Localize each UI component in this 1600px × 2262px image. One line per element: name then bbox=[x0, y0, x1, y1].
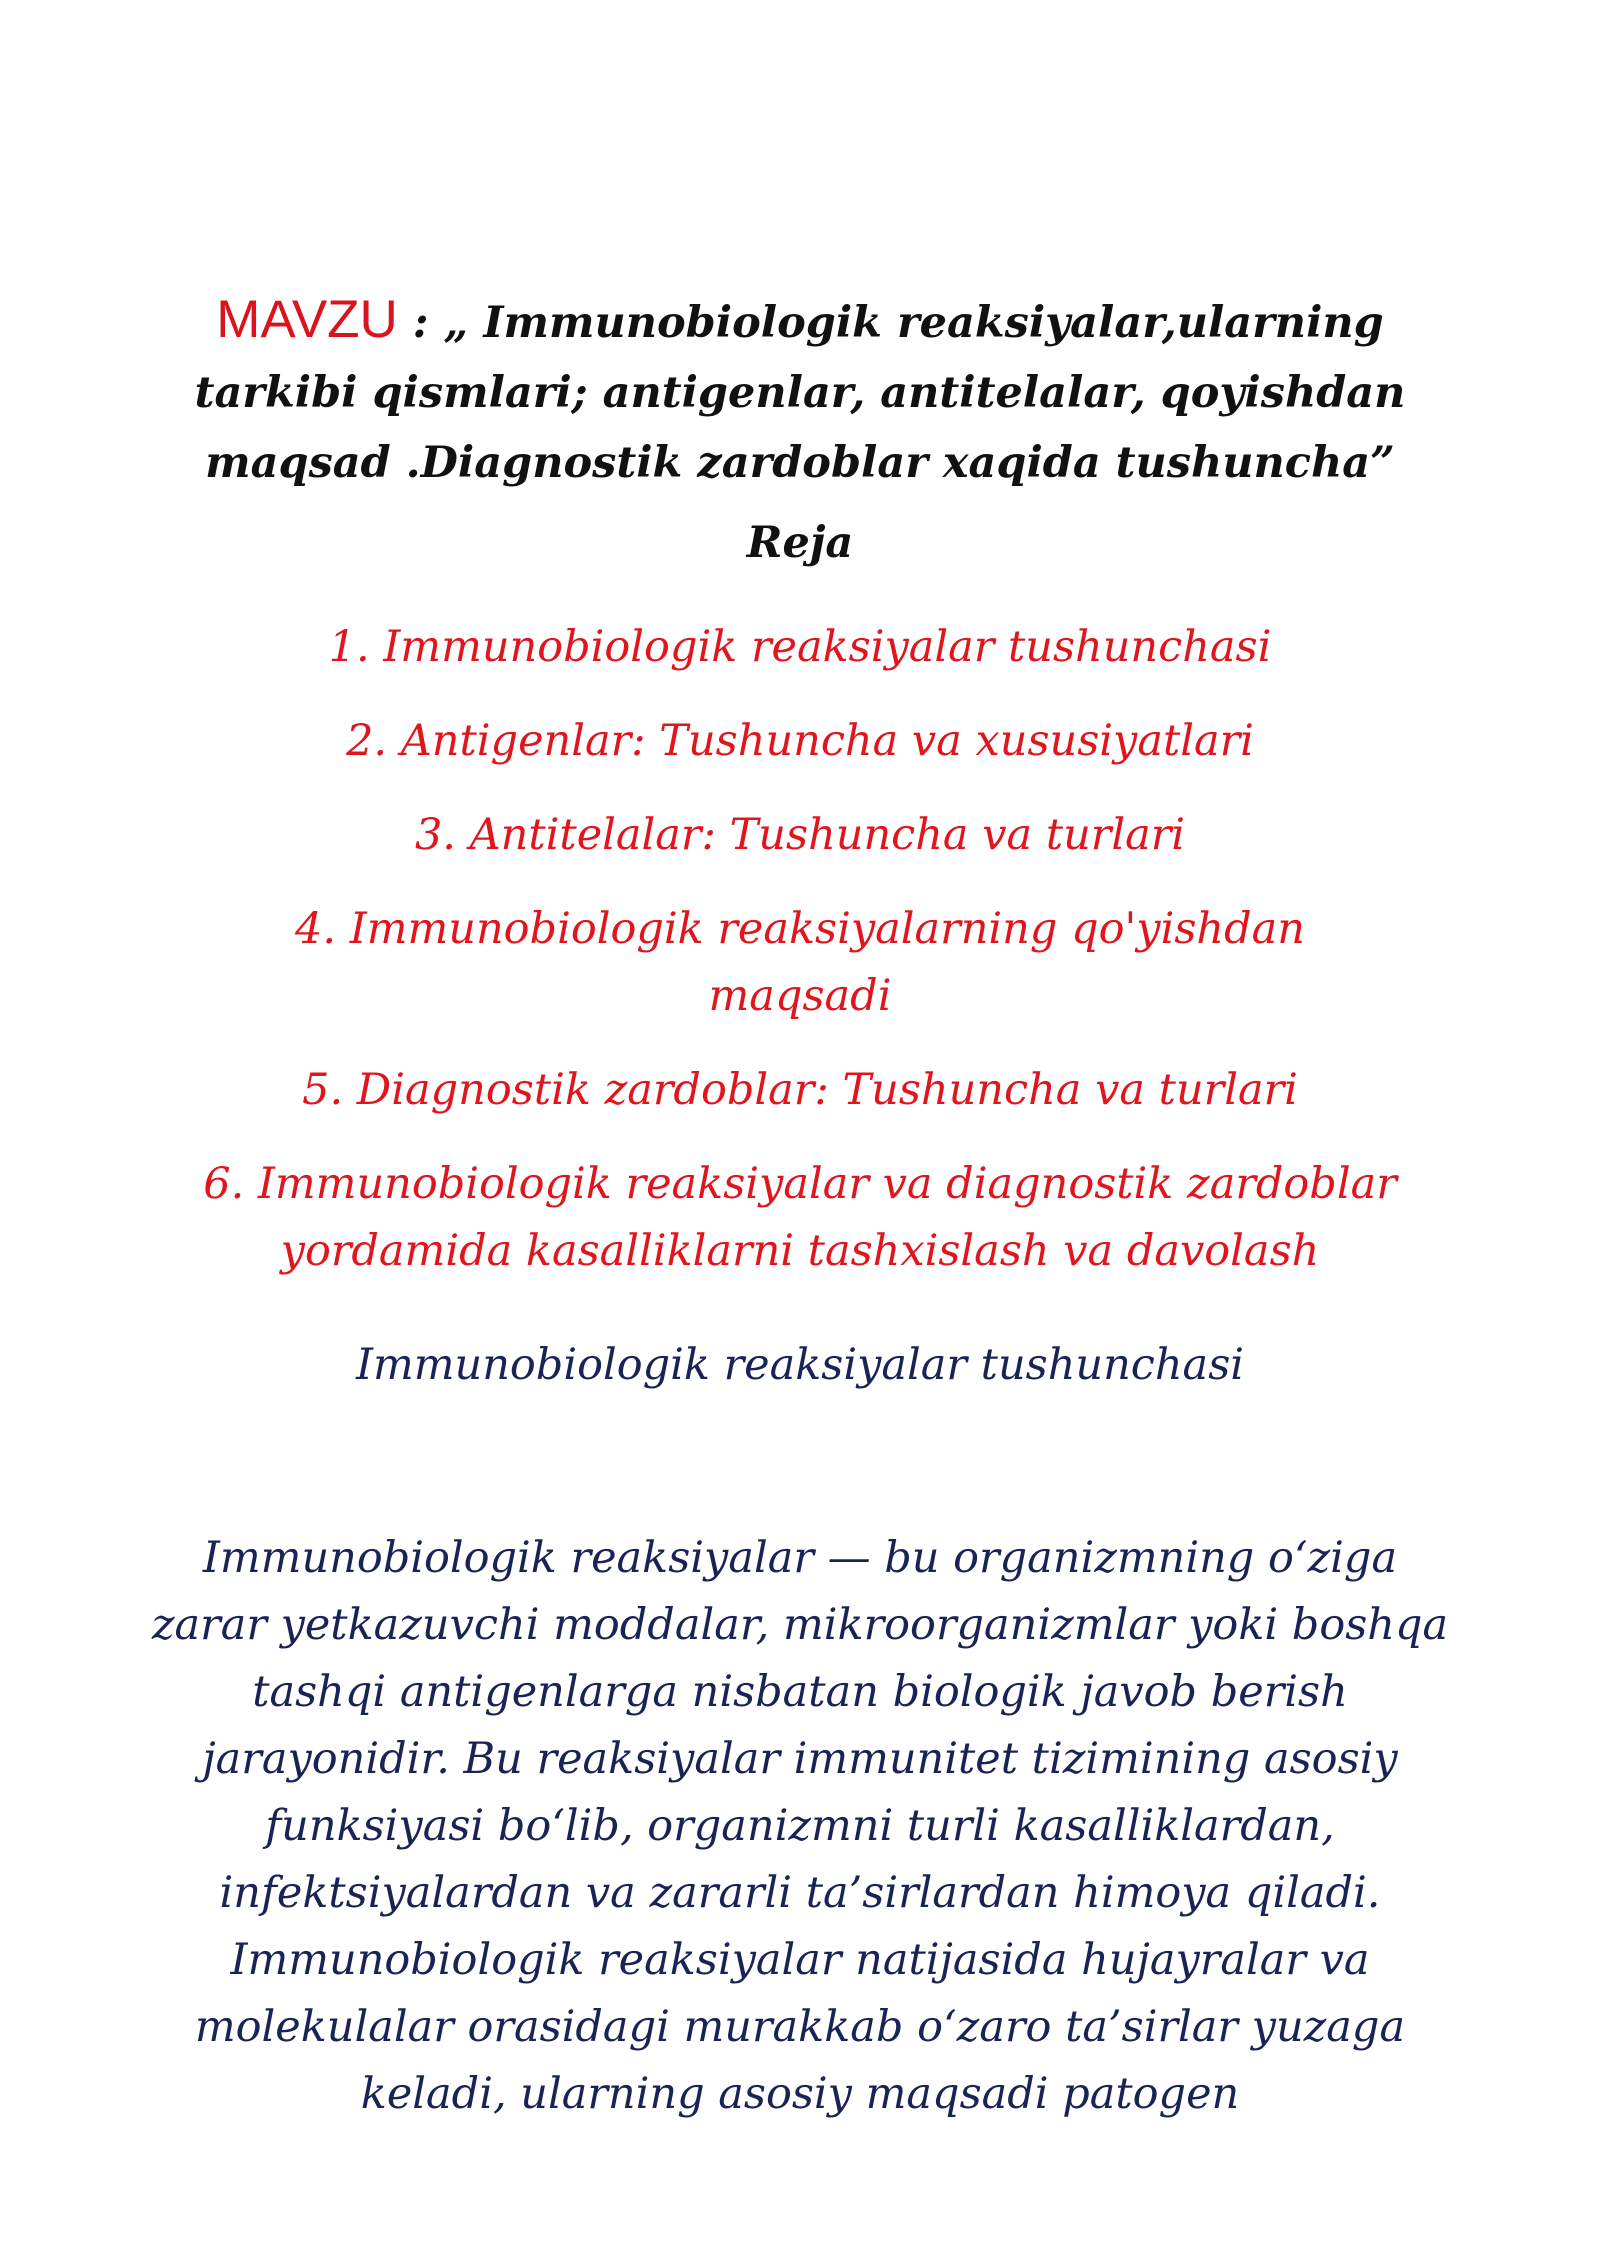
plan-heading: Reja bbox=[746, 518, 854, 568]
plan-item-2: 2. Antigenlar: Tushuncha va xususiyatlari bbox=[346, 716, 1254, 766]
plan-item-4: 4. Immunobiologik reaksiyalarning qo'yishdan maqsadi bbox=[295, 904, 1305, 1021]
plan-item-5: 5. Diagnostik zardoblar: Tushuncha va turlari bbox=[302, 1065, 1298, 1115]
topic-colon: : bbox=[397, 298, 444, 348]
plan-item-6: 6. Immunobiologik reaksiyalar va diagnostik zardoblar yordamida kasalliklarni tashxislash va davolash bbox=[203, 1159, 1397, 1276]
topic-label: MAVZU bbox=[216, 290, 398, 349]
topic-title bbox=[140, 285, 1460, 498]
plan-item-3: 3. Antitelalar: Tushuncha va turlari bbox=[414, 810, 1186, 860]
plan-item-1: 1. Immunobiologik reaksiyalar tushunchasi bbox=[328, 622, 1272, 672]
topic-text: „ Immunobiologik reaksiyalar,ularning tarkibi qismlari; antigenlar, antitelalar, qoyishdan maqsad .Diagnostik zardoblar xaqida tushuncha” bbox=[194, 298, 1406, 488]
section-heading: Immunobiologik reaksiyalar tushunchasi bbox=[355, 1340, 1245, 1390]
plan-list bbox=[200, 614, 1400, 1312]
section-paragraph: Immunobiologik reaksiyalar — bu organizmning o‘ziga zarar yetkazuvchi moddalar, mikroorganizmlar yoki boshqa tashqi antigenlarga nisbatan biologik javob berish jarayonidir. Bu reaksiyalar immunitet tizimining asosiy funksiyasi bo‘lib, organizmni turli kasalliklardan, infektsiyalardan va zararli ta’sirlardan himoya qiladi. Immunobiologik reaksiyalar natijasida hujayralar va molekulalar orasidagi murakkab o‘zaro ta’sirlar yuzaga keladi, ularning asosiy maqsadi patogen bbox=[151, 1533, 1449, 2119]
